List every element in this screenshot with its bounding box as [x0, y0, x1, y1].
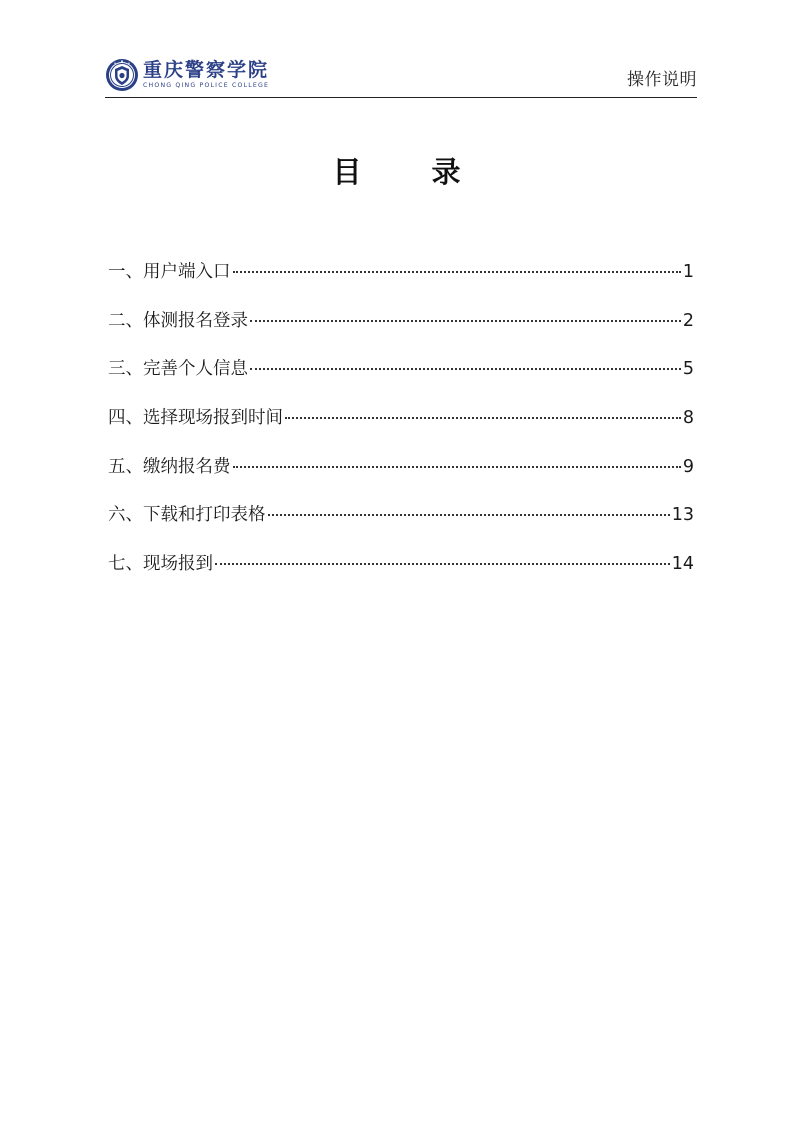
toc-item-label: 一、用户端入口	[108, 262, 231, 282]
page-header	[105, 56, 697, 98]
toc-item-page: 14	[671, 554, 694, 575]
toc-item[interactable]	[108, 404, 694, 453]
dot-leader	[268, 514, 670, 516]
toc-title: 目 录	[332, 155, 491, 189]
dot-leader	[233, 466, 681, 468]
toc-item-label: 四、选择现场报到时间	[108, 408, 283, 429]
dot-leader	[250, 320, 681, 322]
toc-item-page: 5	[682, 359, 694, 380]
toc-item[interactable]	[108, 258, 694, 307]
toc-item-label: 二、体测报名登录	[108, 310, 248, 331]
toc-item[interactable]	[108, 501, 694, 550]
college-name-cn: 重庆警察学院	[143, 59, 270, 81]
header-divider	[105, 97, 697, 98]
document-label: 操作说明	[627, 70, 697, 90]
toc-item-page: 1	[682, 262, 694, 282]
dot-leader	[285, 417, 681, 419]
dot-leader	[215, 563, 670, 565]
toc-item[interactable]	[108, 453, 694, 502]
toc-item[interactable]	[108, 355, 694, 404]
toc-item-page: 8	[682, 408, 694, 429]
toc-item[interactable]	[108, 550, 694, 599]
dot-leader	[233, 271, 681, 273]
toc-item-label: 三、完善个人信息	[108, 359, 248, 380]
college-logo	[105, 58, 269, 92]
toc-item[interactable]	[108, 307, 694, 356]
toc-item-label: 七、现场报到	[108, 554, 213, 575]
college-name-en: CHONG QING POLICE COLLEGE	[143, 82, 270, 89]
toc-item-page: 2	[682, 310, 694, 331]
toc-item-page: 9	[682, 456, 694, 477]
dot-leader	[250, 368, 681, 370]
police-emblem-icon	[105, 58, 139, 92]
toc-list	[108, 258, 694, 599]
toc-item-label: 六、下载和打印表格	[108, 505, 266, 526]
toc-item-page: 13	[671, 505, 694, 526]
toc-item-label: 五、缴纳报名费	[108, 456, 231, 477]
